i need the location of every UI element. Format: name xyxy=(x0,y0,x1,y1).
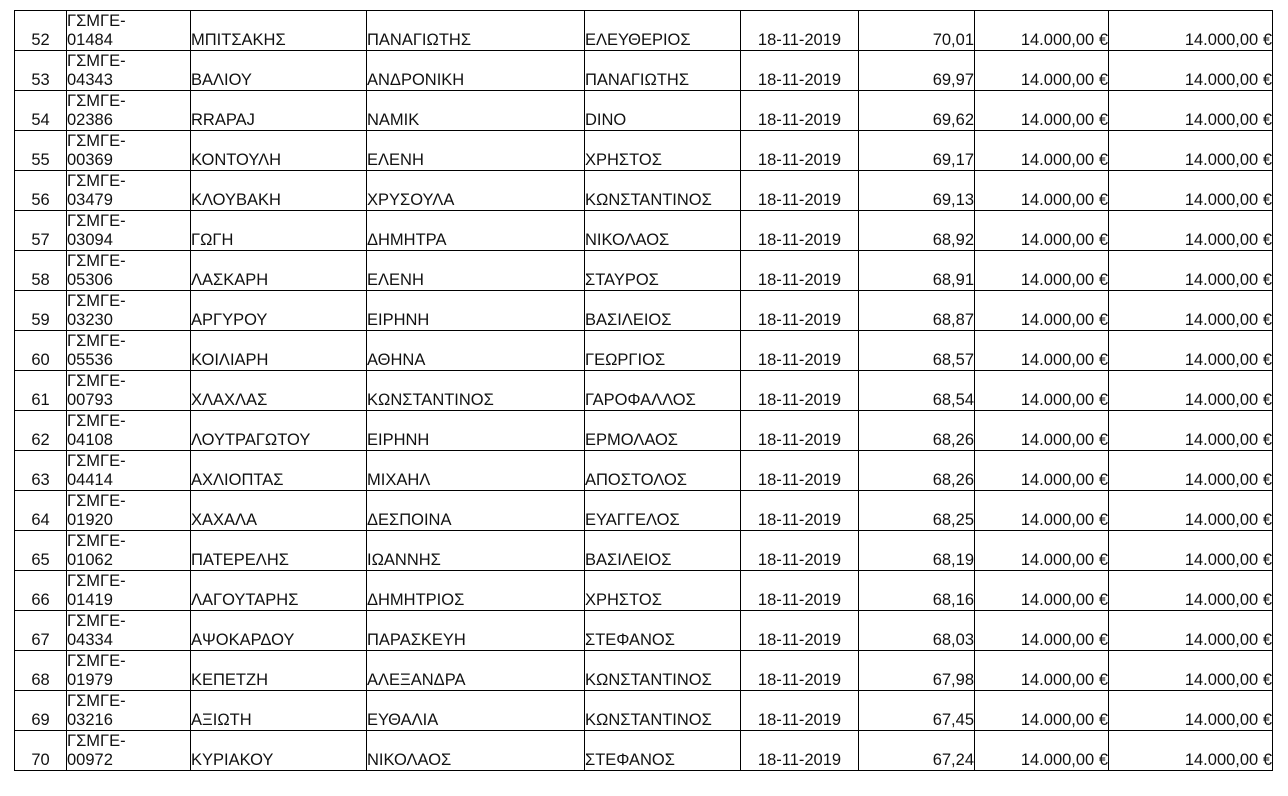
first-name-cell: ΧΡΥΣΟΥΛΑ xyxy=(367,171,585,211)
table-row xyxy=(15,371,1273,411)
code-number: 04334 xyxy=(67,631,113,649)
approved-amount-cell: 14.000,00 € xyxy=(1109,331,1273,371)
code-prefix: ΓΣΜΓΕ- xyxy=(67,332,126,350)
score-cell: 70,01 xyxy=(859,11,975,51)
first-name-cell: ΔΕΣΠΟΙΝΑ xyxy=(367,491,585,531)
surname-cell: ΑΨΟΚΑΡΔΟΥ xyxy=(191,611,367,651)
score-cell: 68,25 xyxy=(859,491,975,531)
table-row xyxy=(15,731,1273,771)
code-prefix: ΓΣΜΓΕ- xyxy=(67,132,126,150)
row-number: 57 xyxy=(15,211,67,251)
father-name-cell: ΣΤΕΦΑΝΟΣ xyxy=(585,611,741,651)
date-cell: 18-11-2019 xyxy=(741,371,859,411)
father-name-cell: ΧΡΗΣΤΟΣ xyxy=(585,571,741,611)
application-code xyxy=(67,291,191,331)
code-prefix: ΓΣΜΓΕ- xyxy=(67,612,126,630)
row-number: 65 xyxy=(15,531,67,571)
date-cell: 18-11-2019 xyxy=(741,651,859,691)
first-name-cell: ΙΩΑΝΝΗΣ xyxy=(367,531,585,571)
code-number: 00972 xyxy=(67,751,113,769)
row-number: 53 xyxy=(15,51,67,91)
surname-cell: ΑΞΙΩΤΗ xyxy=(191,691,367,731)
code-number: 01920 xyxy=(67,511,113,529)
amount-cell: 14.000,00 € xyxy=(975,531,1109,571)
father-name-cell: ΒΑΣΙΛΕΙΟΣ xyxy=(585,291,741,331)
code-prefix: ΓΣΜΓΕ- xyxy=(67,732,126,750)
code-number: 03216 xyxy=(67,711,113,729)
father-name-cell: ΣΤΕΦΑΝΟΣ xyxy=(585,731,741,771)
score-cell: 67,45 xyxy=(859,691,975,731)
date-cell: 18-11-2019 xyxy=(741,251,859,291)
row-number: 66 xyxy=(15,571,67,611)
surname-cell: ΠΑΤΕΡΕΛΗΣ xyxy=(191,531,367,571)
application-code xyxy=(67,611,191,651)
application-code xyxy=(67,571,191,611)
application-code xyxy=(67,691,191,731)
code-prefix: ΓΣΜΓΕ- xyxy=(67,12,126,30)
code-number: 04414 xyxy=(67,471,113,489)
code-number: 04108 xyxy=(67,431,113,449)
code-prefix: ΓΣΜΓΕ- xyxy=(67,92,126,110)
first-name-cell: ΑΝΔΡΟΝΙΚΗ xyxy=(367,51,585,91)
code-number: 05306 xyxy=(67,271,113,289)
application-code xyxy=(67,411,191,451)
table-row xyxy=(15,451,1273,491)
approved-amount-cell: 14.000,00 € xyxy=(1109,531,1273,571)
approved-amount-cell: 14.000,00 € xyxy=(1109,291,1273,331)
application-code xyxy=(67,131,191,171)
amount-cell: 14.000,00 € xyxy=(975,571,1109,611)
score-cell: 69,13 xyxy=(859,171,975,211)
score-cell: 69,17 xyxy=(859,131,975,171)
code-prefix: ΓΣΜΓΕ- xyxy=(67,252,126,270)
approved-amount-cell: 14.000,00 € xyxy=(1109,171,1273,211)
approved-amount-cell: 14.000,00 € xyxy=(1109,131,1273,171)
code-prefix: ΓΣΜΓΕ- xyxy=(67,212,126,230)
father-name-cell: ΠΑΝΑΓΙΩΤΗΣ xyxy=(585,51,741,91)
application-code xyxy=(67,11,191,51)
surname-cell: ΚΟΝΤΟΥΛΗ xyxy=(191,131,367,171)
table-row xyxy=(15,251,1273,291)
date-cell: 18-11-2019 xyxy=(741,291,859,331)
father-name-cell: ΕΡΜΟΛΑΟΣ xyxy=(585,411,741,451)
approved-amount-cell: 14.000,00 € xyxy=(1109,211,1273,251)
application-code xyxy=(67,651,191,691)
approved-amount-cell: 14.000,00 € xyxy=(1109,651,1273,691)
father-name-cell: ΝΙΚΟΛΑΟΣ xyxy=(585,211,741,251)
code-prefix: ΓΣΜΓΕ- xyxy=(67,652,126,670)
code-prefix: ΓΣΜΓΕ- xyxy=(67,292,126,310)
row-number: 59 xyxy=(15,291,67,331)
approved-amount-cell: 14.000,00 € xyxy=(1109,91,1273,131)
surname-cell: ΚΟΙΛΙΑΡΗ xyxy=(191,331,367,371)
first-name-cell: ΕΥΘΑΛΙΑ xyxy=(367,691,585,731)
first-name-cell: ΕΙΡΗΝΗ xyxy=(367,411,585,451)
code-number: 01419 xyxy=(67,591,113,609)
score-cell: 68,91 xyxy=(859,251,975,291)
code-number: 03230 xyxy=(67,311,113,329)
row-number: 62 xyxy=(15,411,67,451)
table-row xyxy=(15,491,1273,531)
date-cell: 18-11-2019 xyxy=(741,11,859,51)
table-row xyxy=(15,131,1273,171)
amount-cell: 14.000,00 € xyxy=(975,51,1109,91)
surname-cell: ΜΠΙΤΣΑΚΗΣ xyxy=(191,11,367,51)
table-row xyxy=(15,331,1273,371)
amount-cell: 14.000,00 € xyxy=(975,731,1109,771)
date-cell: 18-11-2019 xyxy=(741,131,859,171)
score-cell: 68,92 xyxy=(859,211,975,251)
approved-amount-cell: 14.000,00 € xyxy=(1109,451,1273,491)
application-code xyxy=(67,331,191,371)
date-cell: 18-11-2019 xyxy=(741,211,859,251)
application-code xyxy=(67,491,191,531)
approved-amount-cell: 14.000,00 € xyxy=(1109,611,1273,651)
application-code xyxy=(67,51,191,91)
first-name-cell: NAMIK xyxy=(367,91,585,131)
table-row xyxy=(15,611,1273,651)
row-number: 70 xyxy=(15,731,67,771)
amount-cell: 14.000,00 € xyxy=(975,11,1109,51)
approved-amount-cell: 14.000,00 € xyxy=(1109,51,1273,91)
first-name-cell: ΚΩΝΣΤΑΝΤΙΝΟΣ xyxy=(367,371,585,411)
application-code xyxy=(67,211,191,251)
score-cell: 68,87 xyxy=(859,291,975,331)
date-cell: 18-11-2019 xyxy=(741,571,859,611)
date-cell: 18-11-2019 xyxy=(741,531,859,571)
code-number: 01484 xyxy=(67,31,113,49)
row-number: 56 xyxy=(15,171,67,211)
application-code xyxy=(67,371,191,411)
table-row xyxy=(15,651,1273,691)
approved-amount-cell: 14.000,00 € xyxy=(1109,11,1273,51)
application-code xyxy=(67,171,191,211)
row-number: 68 xyxy=(15,651,67,691)
application-code xyxy=(67,451,191,491)
application-code xyxy=(67,91,191,131)
date-cell: 18-11-2019 xyxy=(741,91,859,131)
score-cell: 67,24 xyxy=(859,731,975,771)
code-prefix: ΓΣΜΓΕ- xyxy=(67,172,126,190)
score-cell: 68,57 xyxy=(859,331,975,371)
amount-cell: 14.000,00 € xyxy=(975,691,1109,731)
score-cell: 68,26 xyxy=(859,451,975,491)
amount-cell: 14.000,00 € xyxy=(975,291,1109,331)
father-name-cell: ΚΩΝΣΤΑΝΤΙΝΟΣ xyxy=(585,651,741,691)
date-cell: 18-11-2019 xyxy=(741,51,859,91)
date-cell: 18-11-2019 xyxy=(741,171,859,211)
code-number: 02386 xyxy=(67,111,113,129)
code-prefix: ΓΣΜΓΕ- xyxy=(67,692,126,710)
father-name-cell: ΓΕΩΡΓΙΟΣ xyxy=(585,331,741,371)
table-row xyxy=(15,531,1273,571)
father-name-cell: DINO xyxy=(585,91,741,131)
table-row xyxy=(15,211,1273,251)
father-name-cell: ΧΡΗΣΤΟΣ xyxy=(585,131,741,171)
first-name-cell: ΜΙΧΑΗΛ xyxy=(367,451,585,491)
amount-cell: 14.000,00 € xyxy=(975,371,1109,411)
row-number: 67 xyxy=(15,611,67,651)
surname-cell: ΚΛΟΥΒΑΚΗ xyxy=(191,171,367,211)
father-name-cell: ΓΑΡΟΦΑΛΛΟΣ xyxy=(585,371,741,411)
code-prefix: ΓΣΜΓΕ- xyxy=(67,452,126,470)
approved-amount-cell: 14.000,00 € xyxy=(1109,371,1273,411)
score-cell: 68,16 xyxy=(859,571,975,611)
father-name-cell: ΒΑΣΙΛΕΙΟΣ xyxy=(585,531,741,571)
surname-cell: ΛΑΓΟΥΤΑΡΗΣ xyxy=(191,571,367,611)
date-cell: 18-11-2019 xyxy=(741,331,859,371)
amount-cell: 14.000,00 € xyxy=(975,171,1109,211)
date-cell: 18-11-2019 xyxy=(741,691,859,731)
row-number: 64 xyxy=(15,491,67,531)
code-prefix: ΓΣΜΓΕ- xyxy=(67,412,126,430)
amount-cell: 14.000,00 € xyxy=(975,611,1109,651)
father-name-cell: ΕΥΑΓΓΕΛΟΣ xyxy=(585,491,741,531)
date-cell: 18-11-2019 xyxy=(741,611,859,651)
first-name-cell: ΕΛΕΝΗ xyxy=(367,251,585,291)
approved-amount-cell: 14.000,00 € xyxy=(1109,691,1273,731)
first-name-cell: ΕΙΡΗΝΗ xyxy=(367,291,585,331)
amount-cell: 14.000,00 € xyxy=(975,331,1109,371)
amount-cell: 14.000,00 € xyxy=(975,211,1109,251)
code-number: 00793 xyxy=(67,391,113,409)
row-number: 69 xyxy=(15,691,67,731)
table-row xyxy=(15,51,1273,91)
father-name-cell: ΚΩΝΣΤΑΝΤΙΝΟΣ xyxy=(585,691,741,731)
row-number: 55 xyxy=(15,131,67,171)
surname-cell: ΒΑΛΙΟΥ xyxy=(191,51,367,91)
application-code xyxy=(67,251,191,291)
surname-cell: ΧΑΧΑΛΑ xyxy=(191,491,367,531)
surname-cell: ΑΡΓΥΡΟΥ xyxy=(191,291,367,331)
score-cell: 68,54 xyxy=(859,371,975,411)
approved-amount-cell: 14.000,00 € xyxy=(1109,411,1273,451)
code-prefix: ΓΣΜΓΕ- xyxy=(67,492,126,510)
surname-cell: ΛΟΥΤΡΑΓΩΤΟΥ xyxy=(191,411,367,451)
surname-cell: ΛΑΣΚΑΡΗ xyxy=(191,251,367,291)
first-name-cell: ΝΙΚΟΛΑΟΣ xyxy=(367,731,585,771)
score-cell: 68,26 xyxy=(859,411,975,451)
amount-cell: 14.000,00 € xyxy=(975,411,1109,451)
code-number: 01062 xyxy=(67,551,113,569)
row-number: 54 xyxy=(15,91,67,131)
beneficiaries-table xyxy=(14,10,1273,771)
code-number: 00369 xyxy=(67,151,113,169)
code-number: 01979 xyxy=(67,671,113,689)
code-prefix: ΓΣΜΓΕ- xyxy=(67,372,126,390)
surname-cell: ΚΥΡΙΑΚΟΥ xyxy=(191,731,367,771)
first-name-cell: ΕΛΕΝΗ xyxy=(367,131,585,171)
table-body xyxy=(15,11,1273,771)
surname-cell: ΧΛΑΧΛΑΣ xyxy=(191,371,367,411)
first-name-cell: ΠΑΝΑΓΙΩΤΗΣ xyxy=(367,11,585,51)
amount-cell: 14.000,00 € xyxy=(975,251,1109,291)
approved-amount-cell: 14.000,00 € xyxy=(1109,491,1273,531)
amount-cell: 14.000,00 € xyxy=(975,91,1109,131)
score-cell: 68,19 xyxy=(859,531,975,571)
father-name-cell: ΚΩΝΣΤΑΝΤΙΝΟΣ xyxy=(585,171,741,211)
code-number: 04343 xyxy=(67,71,113,89)
code-prefix: ΓΣΜΓΕ- xyxy=(67,572,126,590)
table-row xyxy=(15,11,1273,51)
table-row xyxy=(15,171,1273,211)
father-name-cell: ΕΛΕΥΘΕΡΙΟΣ xyxy=(585,11,741,51)
row-number: 52 xyxy=(15,11,67,51)
first-name-cell: ΠΑΡΑΣΚΕΥΗ xyxy=(367,611,585,651)
score-cell: 69,62 xyxy=(859,91,975,131)
surname-cell: RRAPAJ xyxy=(191,91,367,131)
amount-cell: 14.000,00 € xyxy=(975,131,1109,171)
code-prefix: ΓΣΜΓΕ- xyxy=(67,52,126,70)
amount-cell: 14.000,00 € xyxy=(975,451,1109,491)
code-number: 03094 xyxy=(67,231,113,249)
code-number: 05536 xyxy=(67,351,113,369)
amount-cell: 14.000,00 € xyxy=(975,651,1109,691)
application-code xyxy=(67,731,191,771)
approved-amount-cell: 14.000,00 € xyxy=(1109,251,1273,291)
table-row xyxy=(15,411,1273,451)
row-number: 63 xyxy=(15,451,67,491)
date-cell: 18-11-2019 xyxy=(741,491,859,531)
date-cell: 18-11-2019 xyxy=(741,451,859,491)
score-cell: 67,98 xyxy=(859,651,975,691)
table-row xyxy=(15,571,1273,611)
code-prefix: ΓΣΜΓΕ- xyxy=(67,532,126,550)
amount-cell: 14.000,00 € xyxy=(975,491,1109,531)
surname-cell: ΓΩΓΗ xyxy=(191,211,367,251)
surname-cell: ΚΕΠΕΤΖΗ xyxy=(191,651,367,691)
surname-cell: ΑΧΛΙΟΠΤΑΣ xyxy=(191,451,367,491)
row-number: 58 xyxy=(15,251,67,291)
table-row xyxy=(15,291,1273,331)
first-name-cell: ΔΗΜΗΤΡΑ xyxy=(367,211,585,251)
table-row xyxy=(15,691,1273,731)
first-name-cell: ΑΘΗΝΑ xyxy=(367,331,585,371)
first-name-cell: ΑΛΕΞΑΝΔΡΑ xyxy=(367,651,585,691)
table-row xyxy=(15,91,1273,131)
score-cell: 69,97 xyxy=(859,51,975,91)
date-cell: 18-11-2019 xyxy=(741,411,859,451)
score-cell: 68,03 xyxy=(859,611,975,651)
father-name-cell: ΑΠΟΣΤΟΛΟΣ xyxy=(585,451,741,491)
first-name-cell: ΔΗΜΗΤΡΙΟΣ xyxy=(367,571,585,611)
approved-amount-cell: 14.000,00 € xyxy=(1109,571,1273,611)
application-code xyxy=(67,531,191,571)
code-number: 03479 xyxy=(67,191,113,209)
father-name-cell: ΣΤΑΥΡΟΣ xyxy=(585,251,741,291)
date-cell: 18-11-2019 xyxy=(741,731,859,771)
approved-amount-cell: 14.000,00 € xyxy=(1109,731,1273,771)
row-number: 60 xyxy=(15,331,67,371)
row-number: 61 xyxy=(15,371,67,411)
